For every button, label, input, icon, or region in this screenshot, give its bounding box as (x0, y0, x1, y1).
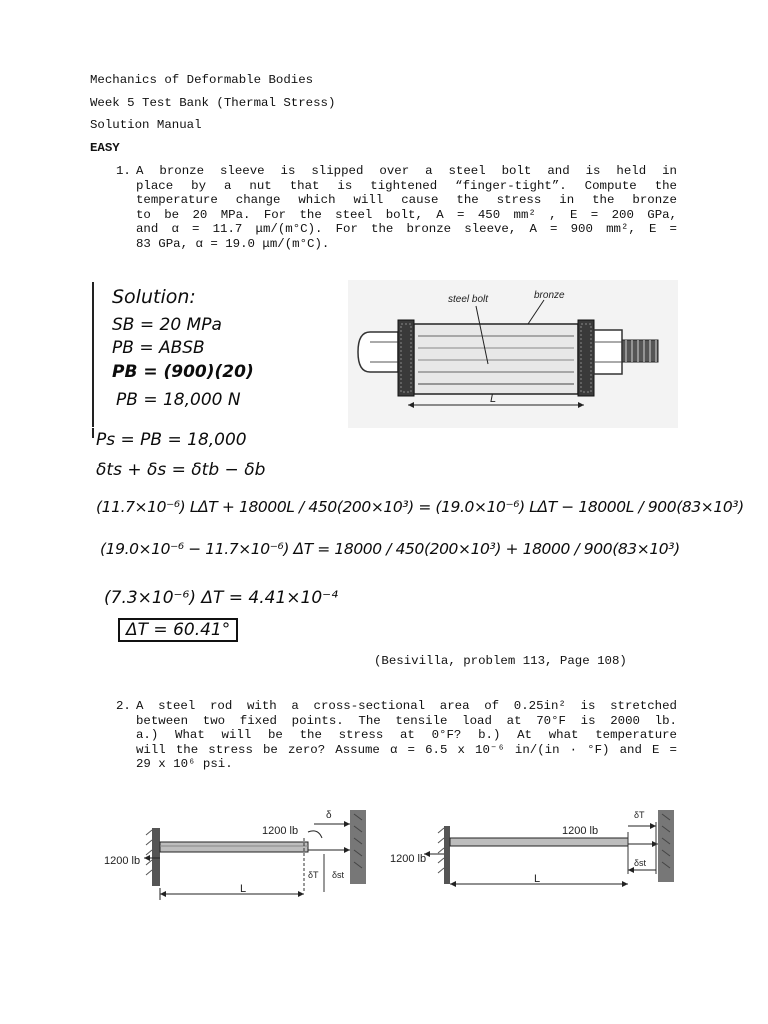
label-bronze: bronze (534, 290, 565, 301)
label-load-top: 1200 lb (262, 825, 299, 837)
label-delta-t: δT (634, 810, 645, 820)
problem-1-number: 1. (116, 164, 131, 178)
solution-step: PB = (900)(20) (112, 362, 254, 382)
label-delta-st: δst (332, 870, 345, 880)
doc-course-title: Mechanics of Deformable Bodies (90, 73, 314, 87)
solution-step: PB = ABSB (112, 338, 205, 358)
problem-1-text (136, 164, 677, 251)
label-delta-t: δT (308, 870, 319, 880)
label-length: L (240, 883, 247, 895)
problem-2-line: A steel rod with a cross-sectional area of 0.25in² is stretched (136, 699, 677, 713)
problem-1-line: place by a nut that is tightened “finger-tight”. Compute the (136, 178, 677, 193)
bolt-sleeve-figure (348, 280, 678, 428)
label-load-top: 1200 lb (562, 825, 599, 837)
problem-2-line: a.) What will be the stress at 0°F? b.) At what temperature (136, 728, 677, 742)
problem-2 (116, 699, 678, 775)
problem-2-line: will the stress be zero? Assume α = 6.5 x 10⁻⁶ in/(in · °F) and E = (136, 742, 677, 757)
problem-1-line: A bronze sleeve is slipped over a steel bolt and is held in (136, 164, 677, 178)
solution-margin-line (92, 428, 94, 438)
solution-margin-line (92, 282, 94, 427)
final-answer-box: ΔT = 60.41° (118, 618, 238, 642)
solution-step: (19.0×10⁻⁶ − 11.7×10⁻⁶) ΔT = 18000 / 450(200×10³) + 18000 / 900(83×10³) (100, 540, 680, 558)
solution-step: PB = 18,000 N (116, 390, 241, 410)
problem-2-line: 29 x 10⁶ psi. (136, 757, 233, 771)
rod-drawing-right (388, 802, 678, 902)
label-length: L (534, 873, 541, 885)
label-load-left: 1200 lb (104, 855, 141, 867)
solution-step: (11.7×10⁻⁶) LΔT + 18000L / 450(200×10³) = (19.0×10⁻⁶) LΔT − 18000L / 900(83×10³) (96, 498, 744, 516)
doc-week-title: Week 5 Test Bank (Thermal Stress) (90, 96, 336, 110)
problem-1-line: to be 20 MPa. For the steel bolt, A = 450 mm² , E = 200 GPa, (136, 207, 677, 222)
label-load-left: 1200 lb (390, 853, 427, 865)
doc-subtitle: Solution Manual (90, 118, 202, 132)
problem-1-line: 83 GPa, α = 19.0 μm/(m°C). (136, 236, 330, 251)
problem-2-text (136, 699, 677, 772)
problem-1-citation: (Besivilla, problem 113, Page 108) (374, 654, 627, 668)
solution-title: Solution: (112, 286, 196, 308)
problem-2-number: 2. (116, 699, 131, 713)
problem-1-line: temperature change which will cause the stress in the bronze (136, 193, 677, 207)
solution-panel (92, 280, 342, 430)
section-heading-easy: EASY (90, 141, 120, 155)
solution-step: SB = 20 MPa (112, 315, 222, 335)
label-length: L (490, 393, 497, 405)
label-delta: δ (326, 810, 332, 821)
bolt-sleeve-drawing (348, 280, 678, 428)
solution-step: δts + δs = δtb − δb (96, 460, 266, 480)
solution-step: (7.3×10⁻⁶) ΔT = 4.41×10⁻⁴ (104, 588, 338, 608)
problem-1 (116, 164, 678, 254)
problem-2-line: between two fixed points. The tensile load at 70°F is 2000 lb. (136, 713, 677, 728)
rod-figure-right (388, 802, 678, 902)
problem-1-line: and α = 11.7 μm/(m°C). For the bronze sleeve, A = 900 mm², E = (136, 222, 677, 236)
rod-figure-left (104, 802, 376, 902)
label-steel-bolt: steel bolt (448, 294, 489, 305)
solution-step: Ps = PB = 18,000 (96, 430, 247, 450)
label-delta-st: δst (634, 858, 647, 868)
rod-drawing-left (104, 802, 376, 902)
solution-work-panel (92, 428, 744, 644)
